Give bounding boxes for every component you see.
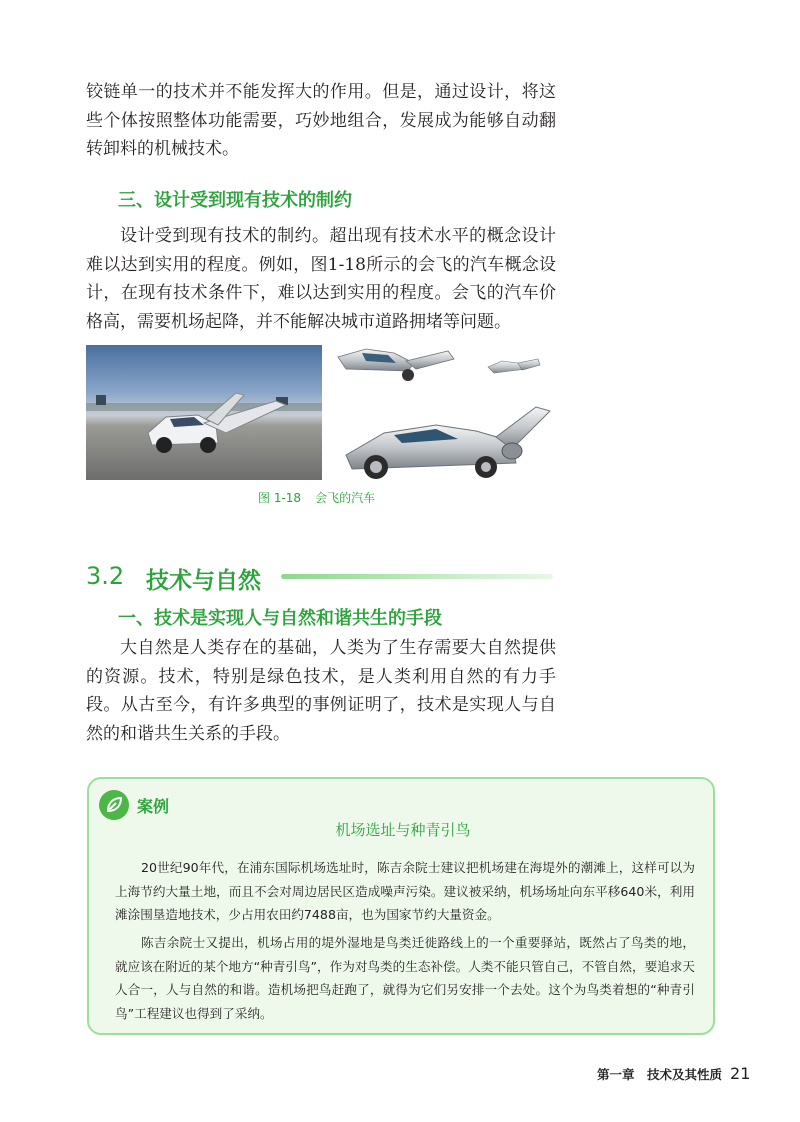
case-paragraph-1: 20世纪90年代，在浦东国际机场选址时，陈吉余院士建议把机场建在海堤外的潮滩上，这样可以为上海节约大量土地，而且不会对周边居民区造成噪声污染。建议被采纳，机场场址向东平移640米，利用滩涂围垦造地技术，少占用农田约7488亩，也为国家节约大量资金。 [115, 860, 695, 922]
case-label: 案例 [137, 797, 170, 816]
rendering-small-car [338, 349, 454, 381]
figure-number: 图 1-18 [258, 491, 302, 505]
constraints-paragraph: 设计受到现有技术的制约。超出现有技术水平的概念设计难以达到实用的程度。例如，图1-18所示的会飞的汽车概念设计，在现有技术条件下，难以达到实用的程度。会飞的汽车价格高，需要机场起降，并不能解决城市道路拥堵等问题。 [86, 226, 556, 332]
case-leaf-icon [99, 790, 129, 820]
case-title: 机场选址与种青引鸟 [335, 821, 471, 839]
intro-paragraph: 铰链单一的技术并不能发挥大的作用。但是，通过设计，将这些个体按照整体功能需要，巧妙地组合，发展成为能够自动翻转卸料的机械技术。 [86, 82, 556, 159]
figure-flying-car [86, 345, 556, 485]
photo-car-shape [148, 393, 286, 453]
rendering-large-car [346, 407, 550, 479]
figure-title: 会飞的汽车 [315, 491, 376, 505]
rendering-tiny-car [488, 359, 540, 373]
flying-car-renderings [336, 345, 556, 485]
case-paragraph-2: 陈吉余院士又提出，机场占用的堤外湿地是鸟类迁徙路线上的一个重要驿站，既然占了鸟类的地，就应该在附近的某个地方“种青引鸟”，作为对鸟类的生态补偿。人类不能只管自己，不管自然，要追求天人合一，人与自然的和谐。造机场把鸟赶跑了，就得为它们另安排一个去处。这个为鸟类着想的“种青引鸟”工程建议也得到了采纳。 [115, 935, 695, 1021]
harmony-paragraph: 大自然是人类存在的基础，人类为了生存需要大自然提供的资源。技术，特别是绿色技术，是人类利用自然的有力手段。从古至今，有许多典型的事例证明了，技术是实现人与自然的和谐共生关系的手段。 [86, 638, 556, 744]
section-divider-rule [281, 574, 553, 579]
flying-car-photo [86, 345, 322, 480]
section-number: 3.2 [86, 562, 125, 590]
figure-caption [258, 489, 375, 506]
section-title: 技术与自然 [146, 568, 261, 594]
runway-scene-illustration [86, 345, 322, 480]
subsection-heading-harmony: 一、技术是实现人与自然和谐共生的手段 [118, 608, 442, 629]
section-heading [86, 558, 556, 594]
page-footer [597, 1064, 750, 1083]
subsection-heading-constraints: 三、设计受到现有技术的制约 [118, 190, 352, 211]
page-number: 21 [730, 1064, 751, 1083]
case-study-box [87, 777, 715, 1035]
footer-chapter-title: 第一章 技术及其性质 [597, 1067, 723, 1082]
